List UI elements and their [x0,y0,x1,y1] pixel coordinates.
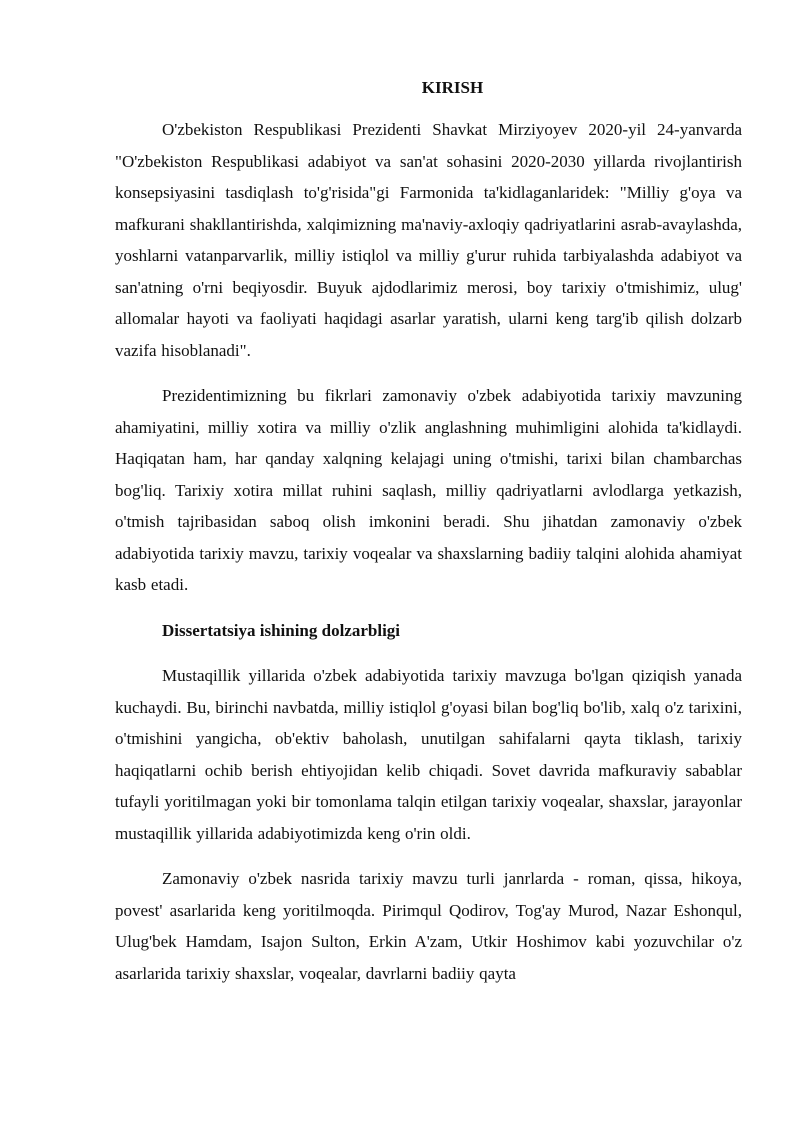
section-heading: Dissertatsiya ishining dolzarbligi [162,620,401,640]
intro-paragraph-1: O'zbekiston Respublikasi Prezidenti Shavkat Mirziyoyev 2020-yil 24-yanvarda "O'zbekiston Respublikasi adabiyot va san'at sohasini 2020-2030 yillarda rivojlantirish konsepsiyasini tasdiqlash to'g'risida"gi Farmonida ta'kidlaganlaridek: "Milliy g'oya va mafkurani shakllantirishda, xalqimizning ma'naviy-axloqiy qadriyatlarini asrab-avaylashda, yoshlarni vatanparvarlik, milliy istiqlol va milliy g'urur ruhida tarbiyalashda adabiyot va san'atning o'rni beqiyosdir. Buyuk ajdodlarimiz merosi, boy tarixiy o'tmishimiz, ulug' allomalar hayoti va faoliyati haqidagi asarlar yaratish, ularni keng targ'ib qilish dolzarb vazifa hisoblanadi". [115,120,742,360]
section-paragraph-1: Mustaqillik yillarida o'zbek adabiyotida tarixiy mavzuga bo'lgan qiziqish yanada kuchaydi. Bu, birinchi navbatda, milliy istiqlol g'oyasi bilan bog'liq bo'lib, xalq o'z tarixini, o'tmishini yangicha, ob'ektiv baholash, unutilgan sahifalarni qayta tiklash, tarixiy haqiqatlarni ochib berish ehtiyojidan kelib chiqadi. Sovet davrida mafkuraviy sabablar tufayli yoritilmagan yoki bir tomonlama talqin etilgan tarixiy voqealar, shaxslar, jarayonlar mustaqillik yillarida adabiyotimizda keng o'rin oldi. [115,666,742,843]
section-paragraph-2: Zamonaviy o'zbek nasrida tarixiy mavzu turli janrlarda - roman, qissa, hikoya, povest' asarlarida keng yoritilmoqda. Pirimqul Qodirov, Tog'ay Murod, Nazar Eshonqul, Ulug'bek Hamdam, Isajon Sulton, Erkin A'zam, Utkir Hoshimov kabi yozuvchilar o'z asarlarida tarixiy shaxslar, voqealar, davrlarni badiiy qayta [115,869,742,983]
document-body [115,74,742,1003]
intro-paragraph-2: Prezidentimizning bu fikrlari zamonaviy o'zbek adabiyotida tarixiy mavzuning ahamiyatini, milliy xotira va milliy o'zlik anglashning muhimligini alohida ta'kidlaydi. Haqiqatan ham, har qanday xalqning kelajagi uning o'tmishi, tarixi bilan chambarchas bog'liq. Tarixiy xotira millat ruhini saqlash, milliy qadriyatlarni avlodlarga yetkazish, o'tmish tajribasidan saboq olish imkonini beradi. Shu jihatdan zamonaviy o'zbek adabiyotida tarixiy mavzu, tarixiy voqealar va shaxslarning badiiy talqini alohida ahamiyat kasb etadi. [115,386,742,594]
document-title: KIRISH [421,78,484,97]
